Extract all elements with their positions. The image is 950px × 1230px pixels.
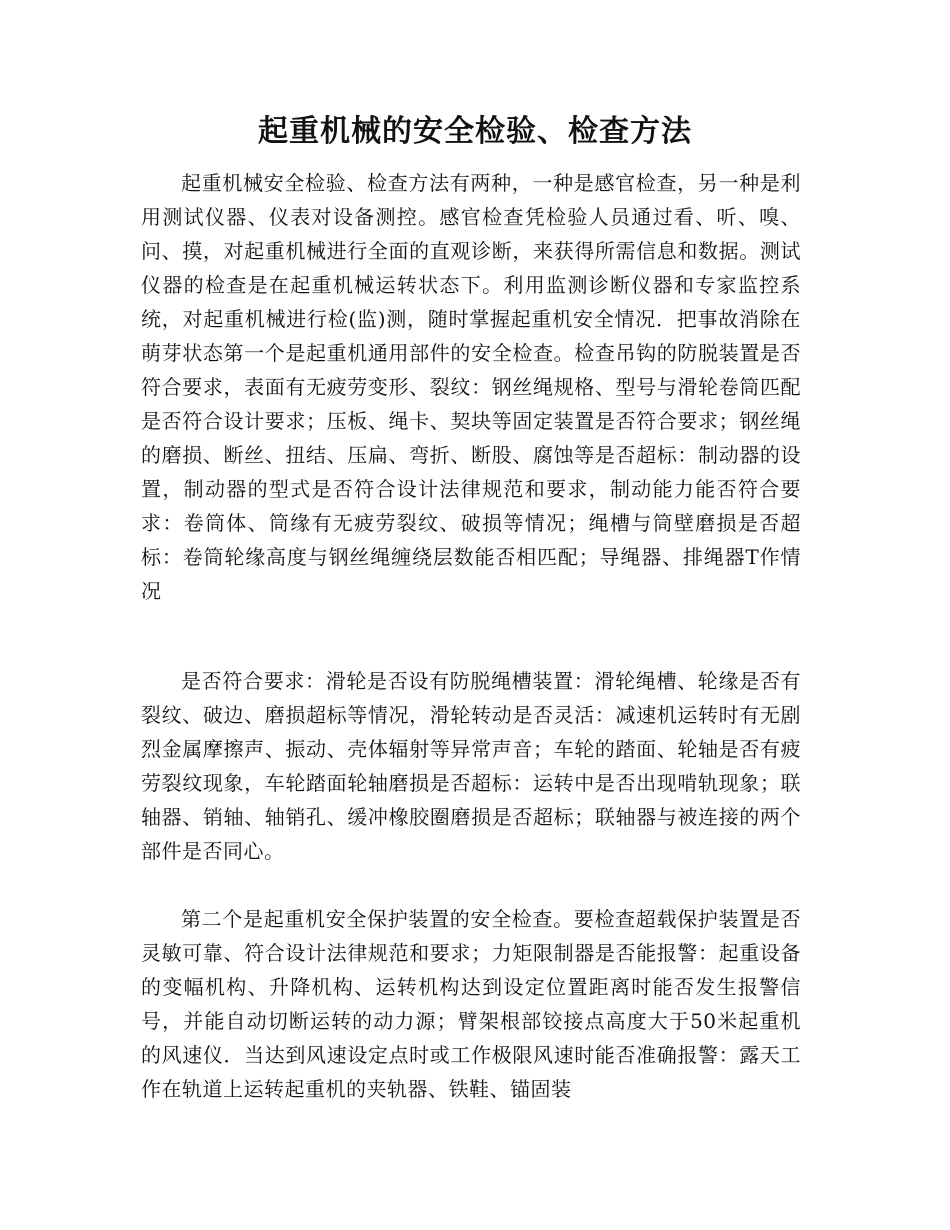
paragraph-pulley-reducer-inspection: 是否符合要求：滑轮是否设有防脱绳槽装置：滑轮绳槽、轮缘是否有裂纹、破边、磨损超标等情况，滑轮转动是否灵活：减速机运转时有无剧烈金属摩擦声、振动、壳体辐射等异常声音；车轮的踏面、轮轴是否有疲劳裂纹现象，车轮踏面轮轴磨损是否超标：运转中是否出现啃轨现象；联轴器、销轴、轴销孔、缓冲橡胶圈磨损是否超标；联轴器与被连接的两个部件是否同心。 xyxy=(141,669,801,863)
document-title: 起重机械的安全检验、检查方法 xyxy=(258,114,692,149)
paragraph-safety-device-inspection: 第二个是起重机安全保护装置的安全检查。要检查超载保护装置是否灵敏可靠、符合设计法律规范和要求；力矩限制器是否能报警：起重设备的变幅机构、升降机构、运转机构达到设定位置距离时能否发生报警信号，并能自动切断运转的动力源；臂架根部铰接点高度大于50米起重机的风速仪．当达到风速设定点时或工作极限风速时能否准确报警：露天工作在轨道上运转起重机的夹轨器、铁鞋、锚固装 xyxy=(141,907,801,1101)
paragraph-general-inspection: 起重机械安全检验、检查方法有两种，一种是感官检查，另一种是利用测试仪器、仪表对设备测控。感官检查凭检验人员通过看、听、嗅、问、摸，对起重机械进行全面的直观诊断，来获得所需信息和数据。测试仪器的检查是在起重机械运转状态下。利用监测诊断仪器和专家监控系统，对起重机械进行检(监)测，随时掌握起重机安全情况．把事故消除在萌芽状态第一个是起重机通用部件的安全检查。检查吊钩的防脱装置是否符合要求，表面有无疲劳变形、裂纹：钢丝绳规格、型号与滑轮卷筒匹配是否符合设计要求；压板、绳卡、契块等固定装置是否符合要求；钢丝绳的磨损、断丝、扭结、压扁、弯折、断股、腐蚀等是否超标：制动器的设置，制动器的型式是否符合设计法律规范和要求，制动能力能否符合要求：卷筒体、筒缘有无疲劳裂纹、破损等情况；绳槽与筒壁磨损是否超标：卷筒轮缘高度与钢丝绳缠绕层数能否相匹配；导绳器、排绳器T作情况 xyxy=(141,171,801,603)
